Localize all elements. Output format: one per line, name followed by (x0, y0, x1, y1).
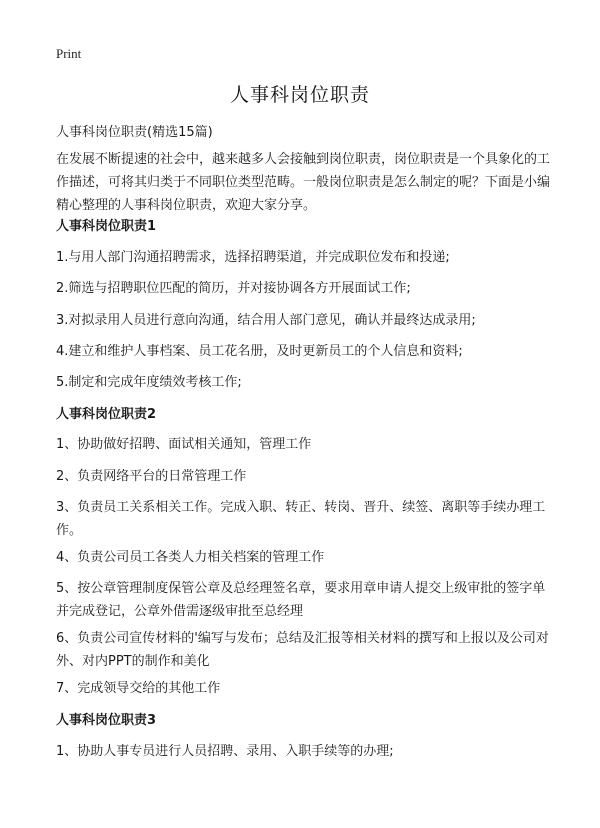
section-1-item-4: 4.建立和维护人事档案、员工花名册，及时更新员工的个人信息和资料; (56, 344, 463, 359)
print-label: Print (56, 46, 82, 61)
section-1-heading: 人事科岗位职责1 (56, 219, 157, 234)
section-1-item-5: 5.制定和完成年度绩效考核工作; (56, 375, 242, 390)
section-2-item-5: 5、按公章管理制度保管公章及总经理签名章，要求用章申请人提交上级审批的签字单并完成登记，公章外借需逐级审批至总经理 (56, 581, 546, 619)
section-2-item-1: 1、协助做好招聘、面试相关通知，管理工作 (56, 437, 312, 452)
section-3-heading: 人事科岗位职责3 (56, 713, 157, 728)
document-subtitle: 人事科岗位职责(精选15篇) (56, 125, 213, 140)
section-1-item-2: 2.筛选与招聘职位匹配的简历，并对接协调各方开展面试工作; (56, 281, 411, 296)
section-1-item-1: 1.与用人部门沟通招聘需求，选择招聘渠道，并完成职位发布和投递; (56, 250, 450, 265)
intro-paragraph: 在发展不断提速的社会中，越来越多人会接触到岗位职责，岗位职责是一个具象化的工作描述，可将其归类于不同职位类型范畴。一般岗位职责是怎么制定的呢？下面是小编精心整理的人事科岗位职责，欢迎大家分享。 (56, 152, 551, 213)
section-1-item-3: 3.对拟录用人员进行意向沟通，结合用人部门意见，确认并最终达成录用; (56, 313, 476, 328)
section-2-item-2: 2、负责网络平台的日常管理工作 (56, 469, 247, 484)
section-2-item-7: 7、完成领导交给的其他工作 (56, 681, 221, 696)
document-title: 人事科岗位职责 (229, 84, 370, 106)
section-2-item-6: 6、负责公司宣传材料的'编写与发布；总结及汇报等相关材料的撰写和上报以及公司对外、对内PPT的制作和美化 (56, 631, 549, 669)
section-3-item-1: 1、协助人事专员进行人员招聘、录用、入职手续等的办理; (56, 744, 394, 759)
section-2-heading: 人事科岗位职责2 (56, 407, 157, 422)
section-2-item-3: 3、负责员工关系相关工作。完成入职、转正、转岗、晋升、续签、离职等手续办理工作。 (56, 500, 546, 538)
section-2-item-4: 4、负责公司员工各类人力相关档案的管理工作 (56, 550, 325, 565)
